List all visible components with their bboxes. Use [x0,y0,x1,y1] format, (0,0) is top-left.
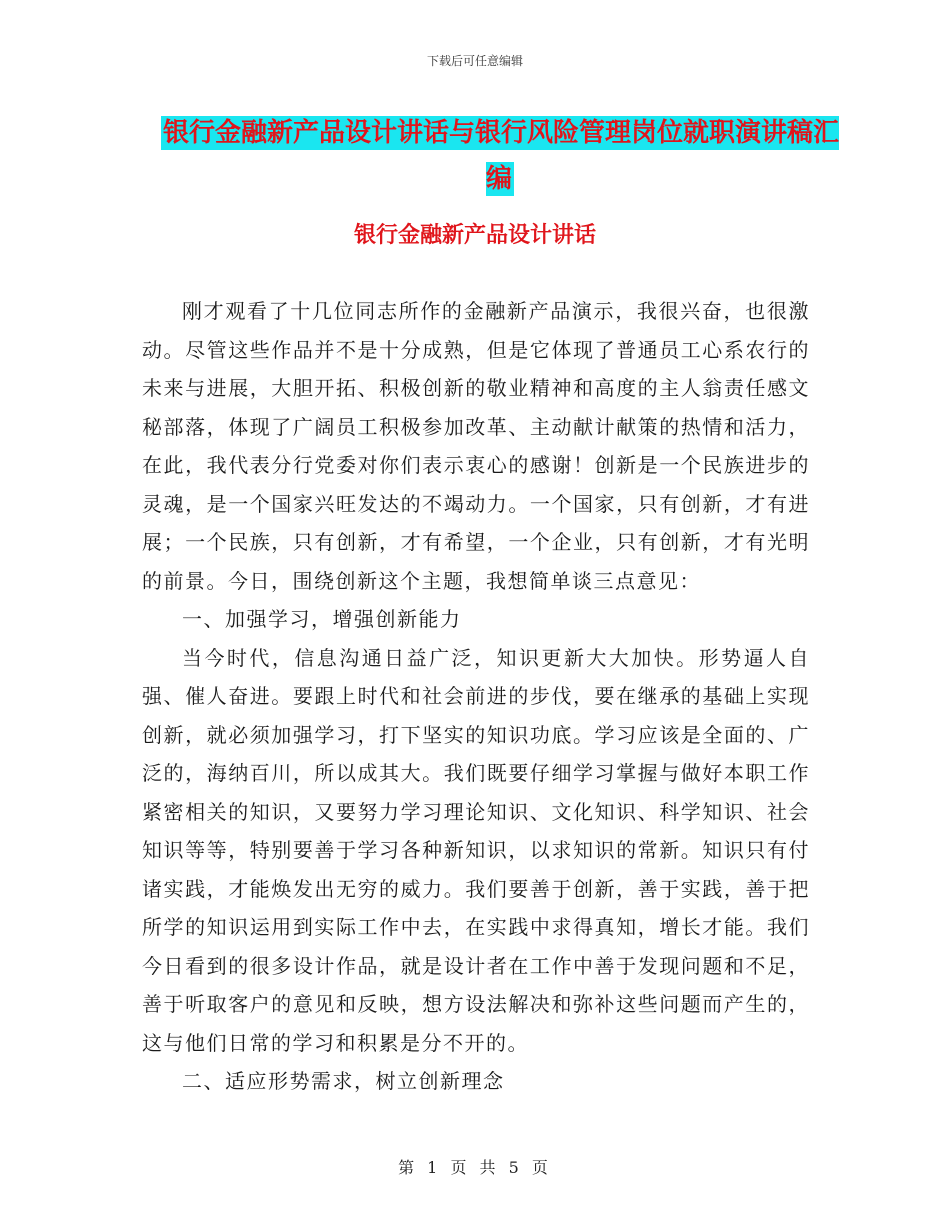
document-title [150,110,850,202]
section-title: 银行金融新产品设计讲话 [353,223,596,248]
header-note: 下载后可任意编辑 [426,54,523,68]
paragraph-learning: 当今时代，信息沟通日益广泛，知识更新大大加快。形势逼人自强、催人奋进。要跟上时代和社会前进的步伐，要在继承的基础上实现创新，就必须加强学习，打下坚实的知识功底。学习应该是全面的、广泛的，海纳百川，所以成其大。我们既要仔细学习掌握与做好本职工作紧密相关的知识，又要努力学习理论知识、文化知识、科学知识、社会知识等等，特别要善于学习各种新知识，以求知识的常新。知识只有付诸实践，才能焕发出无穷的威力。我们要善于创新，善于实践，善于把所学的知识运用到实际工作中去，在实践中求得真知，增长才能。我们今日看到的很多设计作品，就是设计者在工作中善于发现问题和不足，善于听取客户的意见和反映，想方设法解决和弥补这些问题而产生的，这与他们日常的学习和积累是分不开的。 [142,645,810,1055]
paragraph-heading-2: 二、适应形势需求，树立创新理念 [182,1069,505,1093]
document-title-text: 银行金融新产品设计讲话与银行风险管理岗位就职演讲稿汇编 [162,118,839,194]
paragraph-intro: 刚才观看了十几位同志所作的金融新产品演示，我很兴奋，也很激动。尽管这些作品并不是十分成熟，但是它体现了普通员工心系农行的未来与进展，大胆开拓、积极创新的敬业精神和高度的主人翁责任感文秘部落，体现了广阔员工积极参加改革、主动献计献策的热情和活力，在此，我代表分行党委对你们表示衷心的感谢！创新是一个民族进步的灵魂，是一个国家兴旺发达的不竭动力。一个国家，只有创新，才有进展；一个民族，只有创新，才有希望，一个企业，只有创新，才有光明的前景。今日，围绕创新这个主题，我想简单谈三点意见： [142,299,810,593]
paragraph-heading-1: 一、加强学习，增强创新能力 [182,607,462,631]
page-footer: 第 1 页 共 5 页 [398,1158,552,1177]
document-body [142,292,810,1101]
